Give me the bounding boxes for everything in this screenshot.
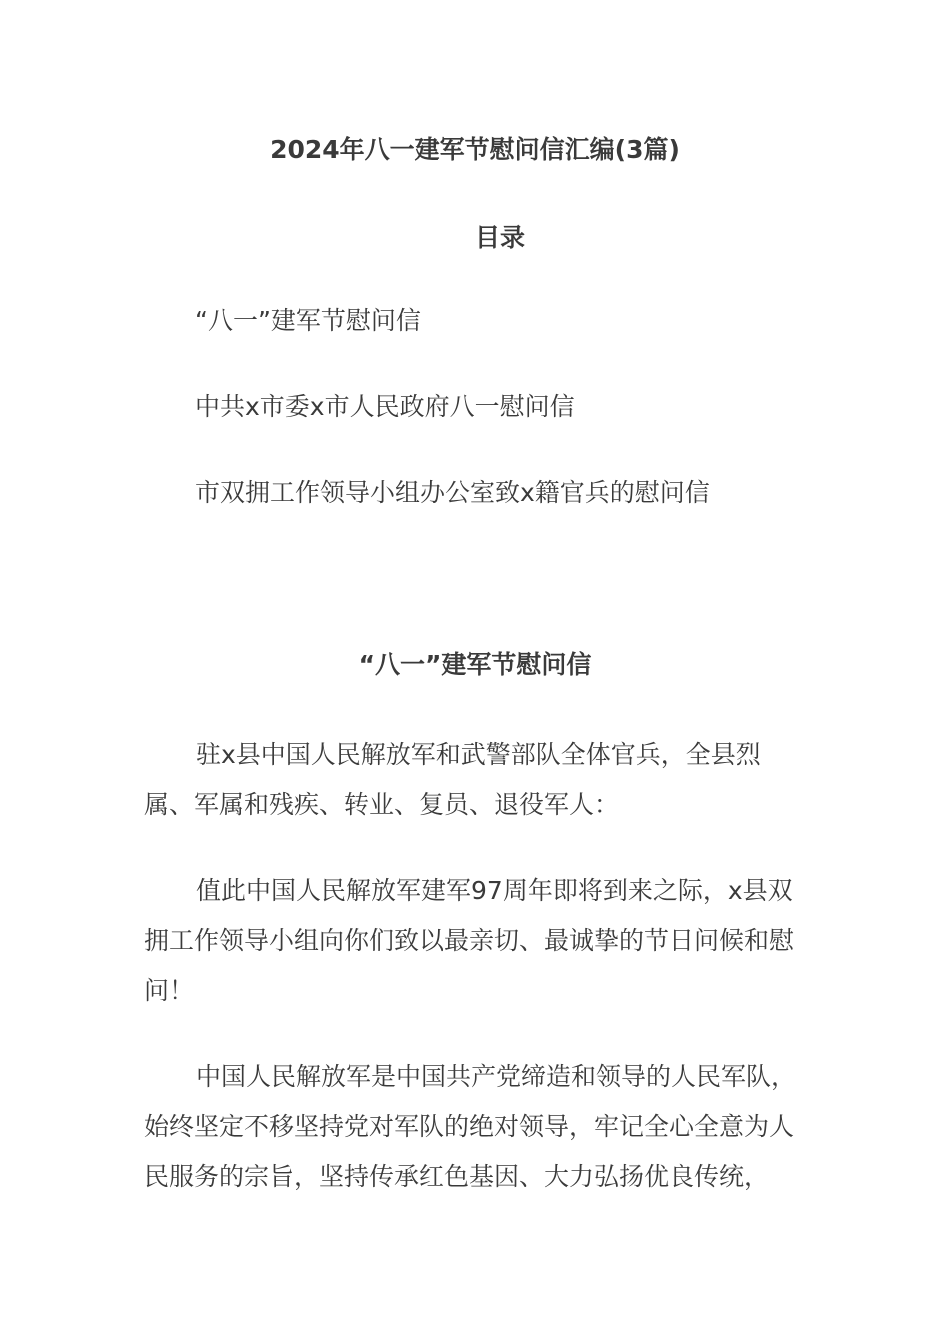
toc-item[interactable]: 市双拥工作领导小组办公室致x籍官兵的慰问信 bbox=[195, 478, 710, 507]
table-of-contents bbox=[195, 304, 710, 562]
toc-heading: 目录 bbox=[474, 223, 525, 252]
body-paragraph: 驻x县中国人民解放军和武警部队全体官兵，全县烈属、军属和残疾、转业、复员、退役军人： bbox=[144, 740, 761, 819]
toc-item[interactable]: “八一”建军节慰问信 bbox=[195, 306, 421, 335]
toc-item[interactable]: 中共x市委x市人民政府八一慰问信 bbox=[195, 392, 575, 421]
letter-body bbox=[144, 730, 809, 1238]
document-title: 2024年八一建军节慰问信汇编(3篇) bbox=[270, 135, 680, 164]
section-title: “八一”建军节慰问信 bbox=[358, 650, 592, 679]
body-paragraph: 值此中国人民解放军建军97周年即将到来之际，x县双拥工作领导小组向你们致以最亲切、最诚挚的节日问候和慰问！ bbox=[144, 876, 795, 1005]
body-paragraph: 中国人民解放军是中国共产党缔造和领导的人民军队，始终坚定不移坚持党对军队的绝对领导，牢记全心全意为人民服务的宗旨，坚持传承红色基因、大力弘扬优良传统， bbox=[144, 1062, 797, 1191]
